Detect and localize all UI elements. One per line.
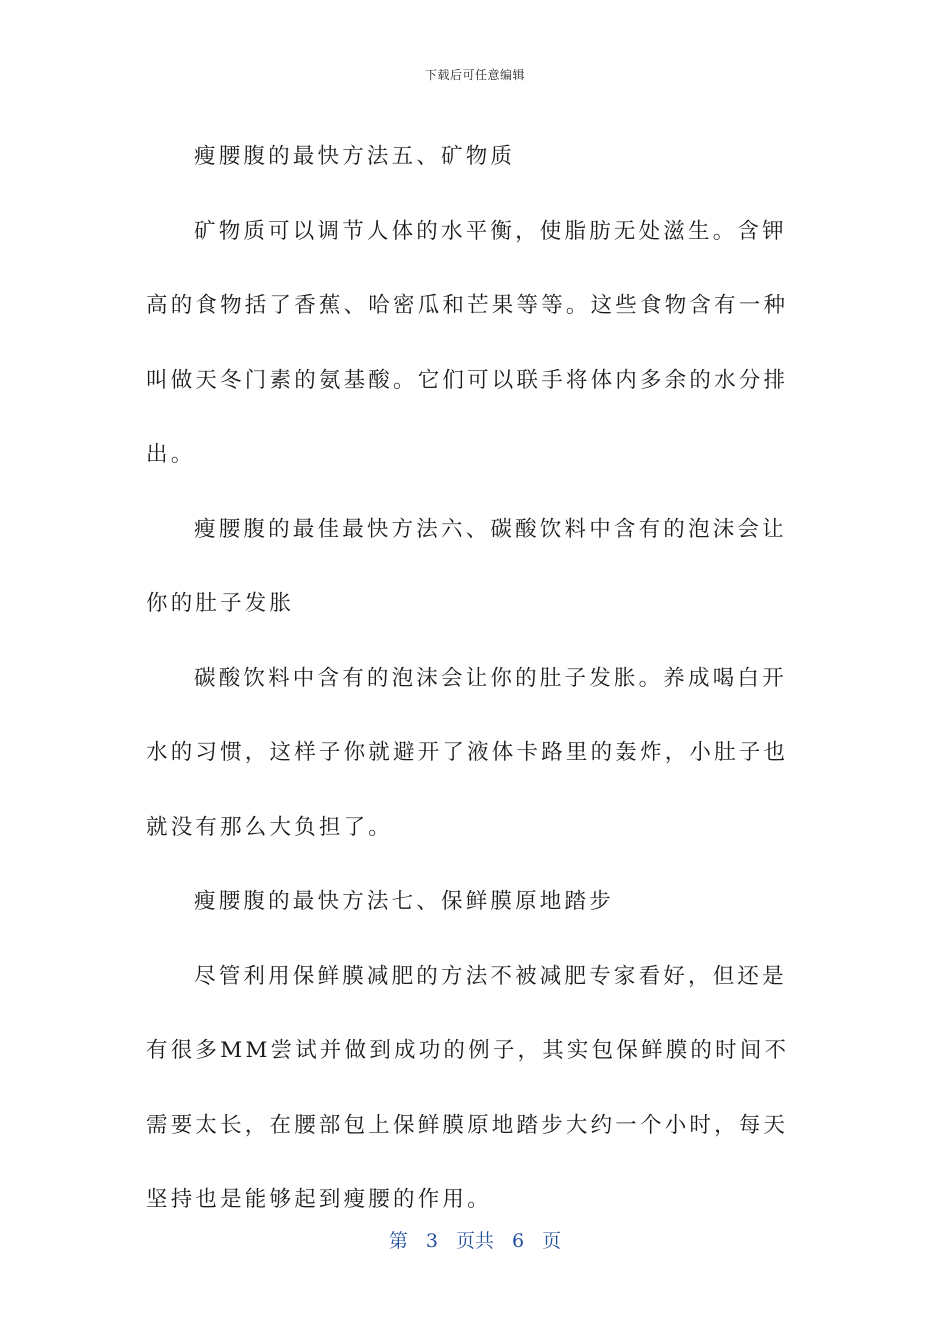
section-heading-6: 瘦腰腹的最佳最快方法六、碳酸饮料中含有的泡沫会让你的肚子发胀 bbox=[146, 516, 787, 616]
paragraph-minerals: 矿物质可以调节人体的水平衡，使脂肪无处滋生。含钾高的食物括了香蕉、哈密瓜和芒果等等。这些食物含有一种叫做天冬门素的氨基酸。它们可以联手将体内多余的水分排出。 bbox=[146, 218, 789, 467]
section-heading-7: 瘦腰腹的最快方法七、保鲜膜原地踏步 bbox=[194, 889, 614, 914]
paragraph-soda: 碳酸饮料中含有的泡沫会让你的肚子发胀。养成喝白开水的习惯，这样子你就避开了液体卡路里的轰炸，小肚子也就没有那么大负担了。 bbox=[146, 665, 789, 840]
paragraph-plastic-wrap: 尽管利用保鲜膜减肥的方法不被减肥专家看好，但还是有很多MM尝试并做到成功的例子，其实包保鲜膜的时间不需要太长，在腰部包上保鲜膜原地踏步大约一个小时，每天坚持也是能够起到瘦腰的作用。 bbox=[146, 963, 790, 1212]
section-heading-5: 瘦腰腹的最快方法五、矿物质 bbox=[194, 144, 516, 169]
page-number-footer: 第 3 页共 6 页 bbox=[388, 1230, 562, 1252]
page-header: 下载后可任意编辑 bbox=[424, 68, 525, 82]
document-body bbox=[146, 120, 796, 1238]
